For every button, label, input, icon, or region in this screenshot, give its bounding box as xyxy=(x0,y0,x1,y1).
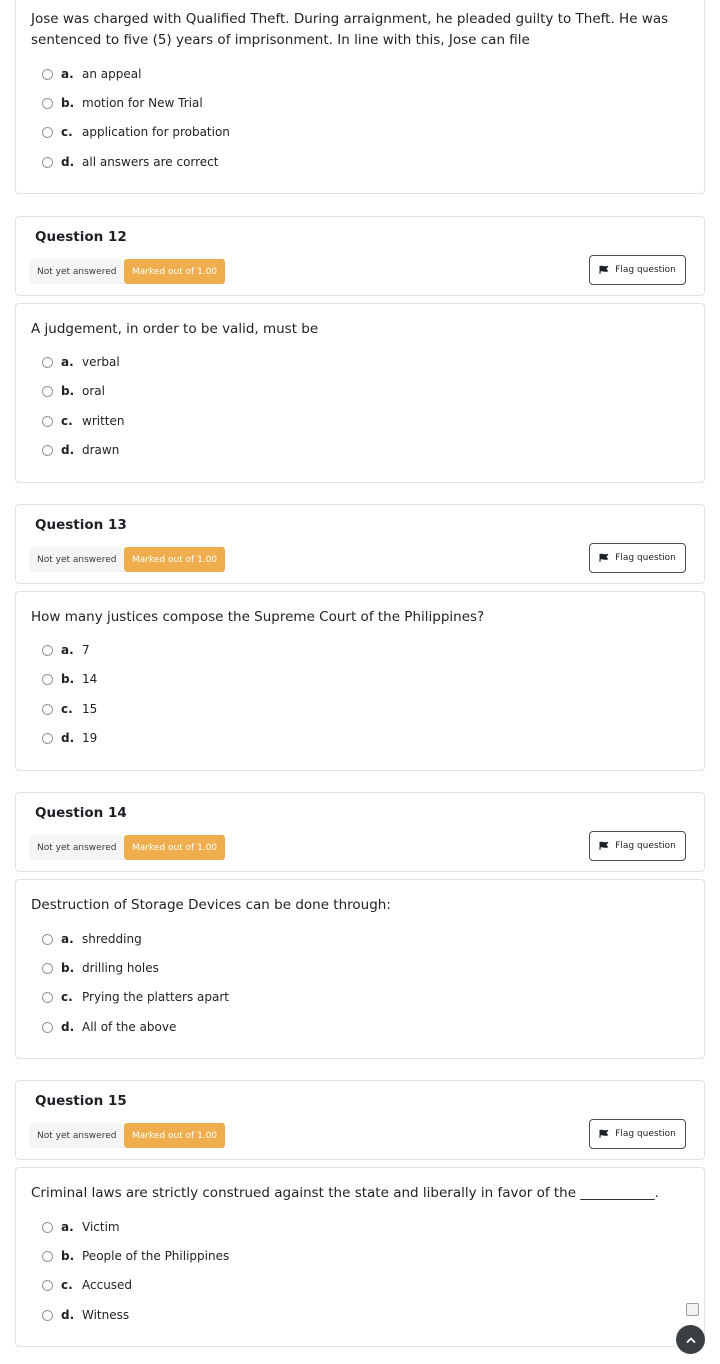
question-content-card xyxy=(15,1167,705,1347)
radio-button[interactable] xyxy=(42,416,53,427)
flag-icon xyxy=(599,1129,609,1139)
answer-option-b[interactable] xyxy=(40,380,105,402)
chevron-up-icon xyxy=(685,1334,697,1346)
option-text[interactable]: 14 xyxy=(82,672,98,686)
option-text[interactable]: all answers are correct xyxy=(82,155,219,169)
radio-button[interactable] xyxy=(42,157,53,168)
question-info-card xyxy=(15,504,705,584)
option-letter: d. xyxy=(61,1308,75,1322)
flag-question-button[interactable] xyxy=(589,543,686,573)
option-text[interactable]: written xyxy=(82,414,125,428)
option-letter: c. xyxy=(61,702,73,716)
option-letter: a. xyxy=(61,67,74,81)
broken-image-icon xyxy=(686,1303,699,1316)
question-text: Jose was charged with Qualified Theft. During arraignment, he pleaded guilty to Theft. He was sentenced to five (5) years of imprisonment. In line with this, Jose can file xyxy=(31,11,669,48)
option-text[interactable]: All of the above xyxy=(82,1020,177,1034)
option-letter: a. xyxy=(61,643,74,657)
question-number: Question 14 xyxy=(35,805,127,821)
radio-button[interactable] xyxy=(42,992,53,1003)
option-text[interactable]: oral xyxy=(82,384,105,398)
radio-button[interactable] xyxy=(42,704,53,715)
back-to-top-button[interactable] xyxy=(676,1325,705,1354)
option-text[interactable]: verbal xyxy=(82,355,120,369)
answer-option-a[interactable] xyxy=(40,63,142,85)
option-letter: c. xyxy=(61,414,73,428)
option-letter: c. xyxy=(61,125,73,139)
status-badge: Not yet answered xyxy=(29,259,124,284)
option-letter: d. xyxy=(61,731,75,745)
radio-button[interactable] xyxy=(42,645,53,656)
option-text[interactable]: People of the Philippines xyxy=(82,1249,230,1263)
answer-option-c[interactable] xyxy=(40,121,230,143)
option-letter: d. xyxy=(61,443,75,457)
option-text[interactable]: an appeal xyxy=(82,67,142,81)
option-text[interactable]: 7 xyxy=(82,643,90,657)
flag-question-label: Flag question xyxy=(615,265,676,275)
answer-option-b[interactable] xyxy=(40,668,98,690)
question-number: Question 13 xyxy=(35,517,127,533)
option-text[interactable]: Victim xyxy=(82,1220,120,1234)
option-text[interactable]: motion for New Trial xyxy=(82,96,203,110)
flag-question-label: Flag question xyxy=(615,1129,676,1139)
answer-option-b[interactable] xyxy=(40,957,159,979)
option-letter: b. xyxy=(61,672,75,686)
option-letter: d. xyxy=(61,1020,75,1034)
answer-option-c[interactable] xyxy=(40,986,229,1008)
status-badge: Not yet answered xyxy=(29,547,124,572)
radio-button[interactable] xyxy=(42,1310,53,1321)
option-text[interactable]: 15 xyxy=(82,702,98,716)
option-letter: d. xyxy=(61,155,75,169)
option-letter: a. xyxy=(61,932,74,946)
question-content-card xyxy=(15,303,705,483)
radio-button[interactable] xyxy=(42,934,53,945)
mark-badge: Marked out of 1.00 xyxy=(124,1123,225,1148)
answer-option-a[interactable] xyxy=(40,351,120,373)
radio-button[interactable] xyxy=(42,674,53,685)
option-text[interactable]: drilling holes xyxy=(82,961,159,975)
answer-option-d[interactable] xyxy=(40,727,98,749)
answer-option-a[interactable] xyxy=(40,1216,120,1238)
answer-option-c[interactable] xyxy=(40,1274,133,1296)
status-badge: Not yet answered xyxy=(29,835,124,860)
answer-option-c[interactable] xyxy=(40,698,98,720)
option-letter: c. xyxy=(61,1278,73,1292)
option-letter: c. xyxy=(61,990,73,1004)
radio-button[interactable] xyxy=(42,357,53,368)
mark-badge: Marked out of 1.00 xyxy=(124,259,225,284)
radio-button[interactable] xyxy=(42,1251,53,1262)
option-text[interactable]: Prying the platters apart xyxy=(82,990,229,1004)
option-letter: b. xyxy=(61,96,75,110)
option-text[interactable]: Accused xyxy=(82,1278,133,1292)
flag-icon xyxy=(599,841,609,851)
flag-icon xyxy=(599,265,609,275)
radio-button[interactable] xyxy=(42,69,53,80)
radio-button[interactable] xyxy=(42,386,53,397)
question-text: Destruction of Storage Devices can be done through: xyxy=(31,897,391,913)
radio-button[interactable] xyxy=(42,98,53,109)
question-text: Criminal laws are strictly construed against the state and liberally in favor of the ___________. xyxy=(31,1185,659,1201)
answer-option-b[interactable] xyxy=(40,92,203,114)
question-info-card xyxy=(15,792,705,872)
radio-button[interactable] xyxy=(42,127,53,138)
flag-question-button[interactable] xyxy=(589,1119,686,1149)
option-letter: b. xyxy=(61,1249,75,1263)
answer-option-c[interactable] xyxy=(40,410,125,432)
answer-option-d[interactable] xyxy=(40,151,219,173)
answer-option-b[interactable] xyxy=(40,1245,230,1267)
radio-button[interactable] xyxy=(42,445,53,456)
flag-question-button[interactable] xyxy=(589,831,686,861)
question-number: Question 15 xyxy=(35,1093,127,1109)
answer-option-a[interactable] xyxy=(40,928,142,950)
flag-icon xyxy=(599,553,609,563)
radio-button[interactable] xyxy=(42,1280,53,1291)
answer-option-d[interactable] xyxy=(40,1016,177,1038)
option-text[interactable]: Witness xyxy=(82,1308,130,1322)
radio-button[interactable] xyxy=(42,963,53,974)
question-number: Question 12 xyxy=(35,229,127,245)
question-text: A judgement, in order to be valid, must be xyxy=(31,321,319,337)
option-letter: a. xyxy=(61,355,74,369)
answer-option-d[interactable] xyxy=(40,439,120,461)
radio-button[interactable] xyxy=(42,1222,53,1233)
status-badge: Not yet answered xyxy=(29,1123,124,1148)
option-text[interactable]: shredding xyxy=(82,932,142,946)
option-letter: b. xyxy=(61,961,75,975)
mark-badge: Marked out of 1.00 xyxy=(124,547,225,572)
radio-button[interactable] xyxy=(42,1022,53,1033)
option-letter: a. xyxy=(61,1220,74,1234)
flag-question-button[interactable] xyxy=(589,255,686,285)
mark-badge: Marked out of 1.00 xyxy=(124,835,225,860)
question-content-card xyxy=(15,0,705,194)
question-content-card xyxy=(15,879,705,1059)
question-text: How many justices compose the Supreme Court of the Philippines? xyxy=(31,609,485,625)
question-info-card xyxy=(15,216,705,296)
question-info-card xyxy=(15,1080,705,1160)
question-content-card xyxy=(15,591,705,771)
option-text[interactable]: application for probation xyxy=(82,125,230,139)
option-letter: b. xyxy=(61,384,75,398)
flag-question-label: Flag question xyxy=(615,841,676,851)
flag-question-label: Flag question xyxy=(615,553,676,563)
answer-option-d[interactable] xyxy=(40,1304,130,1326)
radio-button[interactable] xyxy=(42,733,53,744)
answer-option-a[interactable] xyxy=(40,639,90,661)
option-text[interactable]: 19 xyxy=(82,731,98,745)
option-text[interactable]: drawn xyxy=(82,443,120,457)
